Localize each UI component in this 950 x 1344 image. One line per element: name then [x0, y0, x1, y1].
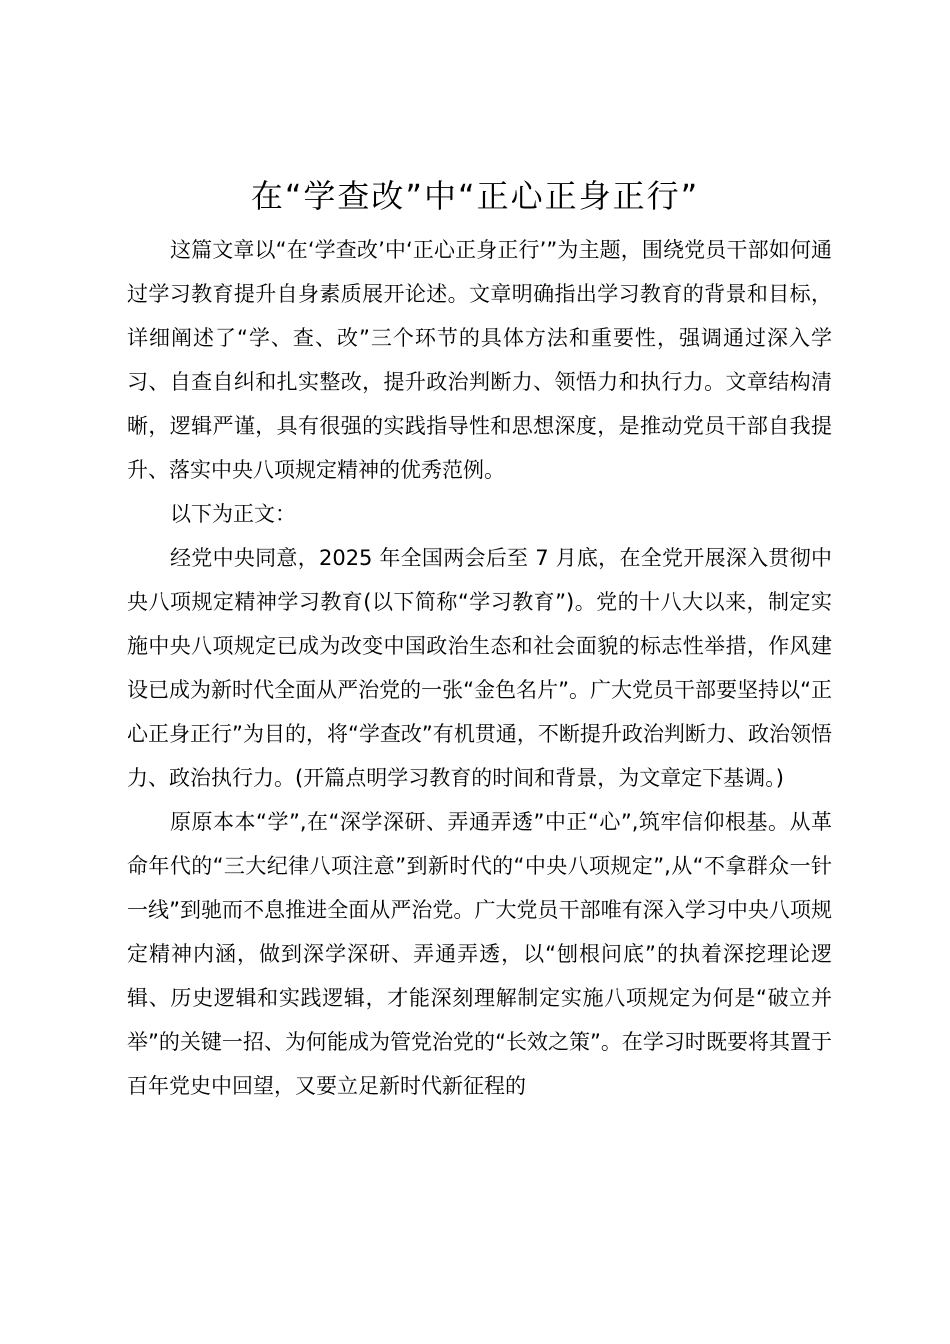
- summary-paragraph: 这篇文章以“在‘学查改’中‘正心正身正行’”为主题，围绕党员干部如何通过学习教育提升自身素质展开论述。文章明确指出学习教育的背景和目标，详细阐述了“学、查、改”三个环节的具体方法和重要性，强调通过深入学习、自查自纠和扎实整改，提升政治判断力、领悟力和执行力。文章结构清晰，逻辑严谨，具有很强的实践指导性和思想深度，是推动党员干部自我提升、落实中央八项规定精神的优秀范例。: [127, 238, 832, 482]
- opening-paragraph: 经党中央同意，2025 年全国两会后至 7 月底，在全党开展深入贯彻中央八项规定精神学习教育(以下简称“学习教育”)。党的十八大以来，制定实施中央八项规定已成为改变中国政治生态和社会面貌的标志性举措，作风建设已成为新时代全面从严治党的一张“金色名片”。广大党员干部要坚持以“正心正身正行”为目的，将“学查改”有机贯通，不断提升政治判断力、政治领悟力、政治执行力。(开篇点明学习教育的时间和背景，为文章定下基调。): [127, 546, 832, 790]
- document-title: 在“学查改”中“正心正身正行”: [250, 177, 700, 215]
- transition-paragraph: 以下为正文：: [170, 502, 296, 526]
- document-body: [127, 228, 832, 1108]
- study-section-paragraph: 原原本本“学”,在“深学深研、弄通弄透”中正“心”,筑牢信仰根基。从革命年代的“三大纪律八项注意”到新时代的“中央八项规定”,从“不拿群众一针一线”到驰而不息推进全面从严治党。广大党员干部唯有深入学习中央八项规定精神内涵，做到深学深研、弄通弄透，以“刨根问底”的执着深挖理论逻辑、历史逻辑和实践逻辑，才能深刻理解制定实施八项规定为何是“破立并举”的关键一招、为何能成为管党治党的“长效之策”。在学习时既要将其置于百年党史中回望，又要立足新时代新征程的: [127, 810, 832, 1098]
